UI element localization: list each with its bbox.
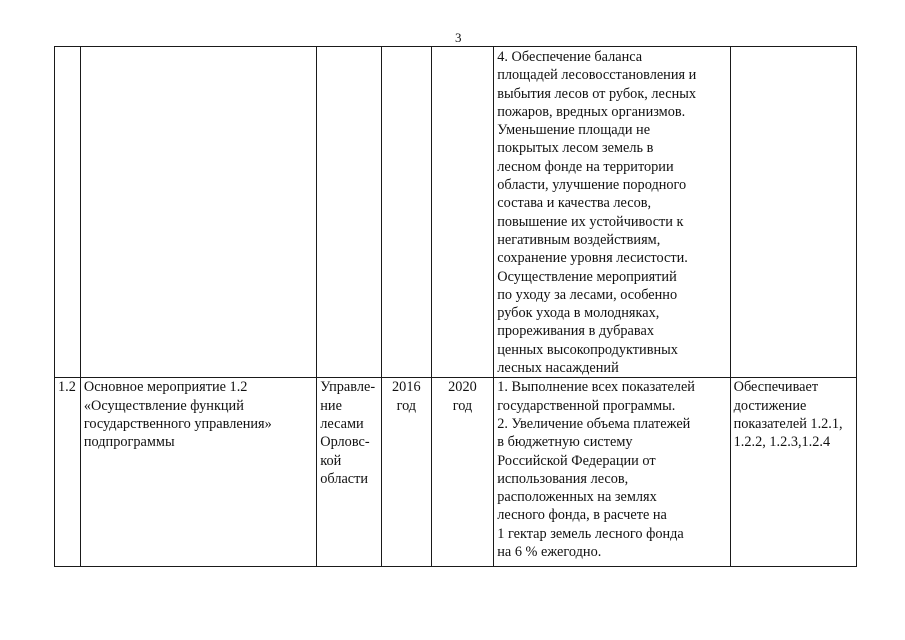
- cell-number-empty: [55, 47, 81, 378]
- table-row-continuation: [55, 47, 857, 378]
- cell-executor-empty: [317, 47, 382, 378]
- cell-end-year: 2020 год: [431, 378, 494, 567]
- page-number: 3: [455, 30, 462, 45]
- cell-end-year-empty: [431, 47, 494, 378]
- cell-executor: Управле- ние лесами Орловс- кой области: [317, 378, 382, 567]
- cell-expected-results: 1. Выполнение всех показателей государственной программы. 2. Увеличение объема платежей в бюджетную систему Российской Федерации от использования лесов, расположенных на землях лесного фонда, в расчете на 1 гектар земель лесного фонда на 6 % ежегодно.: [494, 378, 730, 567]
- cell-start-year-empty: [382, 47, 432, 378]
- cell-expected-results: 4. Обеспечение баланса площадей лесовосстановления и выбытия лесов от рубок, лесных пожаров, вредных организмов. Уменьшение площади не покрытых лесом земель в лесном фонде на территории области, улучшение породного состава и качества лесов, повышение их устойчивости к негативным воздействиям, сохранение уровня лесистости. Осуществление мероприятий по уходу за лесами, особенно рубок ухода в молодняках, прореживания в дубравах ценных высокопродуктивных лесных насаждений: [494, 47, 730, 378]
- program-measures-table: [54, 46, 857, 567]
- cell-measure-name: Основное мероприятие 1.2 «Осуществление функций государственного управления» подпрограммы: [80, 378, 316, 567]
- cell-measure-name-empty: [80, 47, 316, 378]
- cell-indicators-empty: [730, 47, 856, 378]
- cell-number: 1.2: [55, 378, 81, 567]
- table-row-measure-1-2: [55, 378, 857, 567]
- cell-start-year: 2016 год: [382, 378, 432, 567]
- cell-indicators: Обеспечивает достижение показателей 1.2.1, 1.2.2, 1.2.3,1.2.4: [730, 378, 856, 567]
